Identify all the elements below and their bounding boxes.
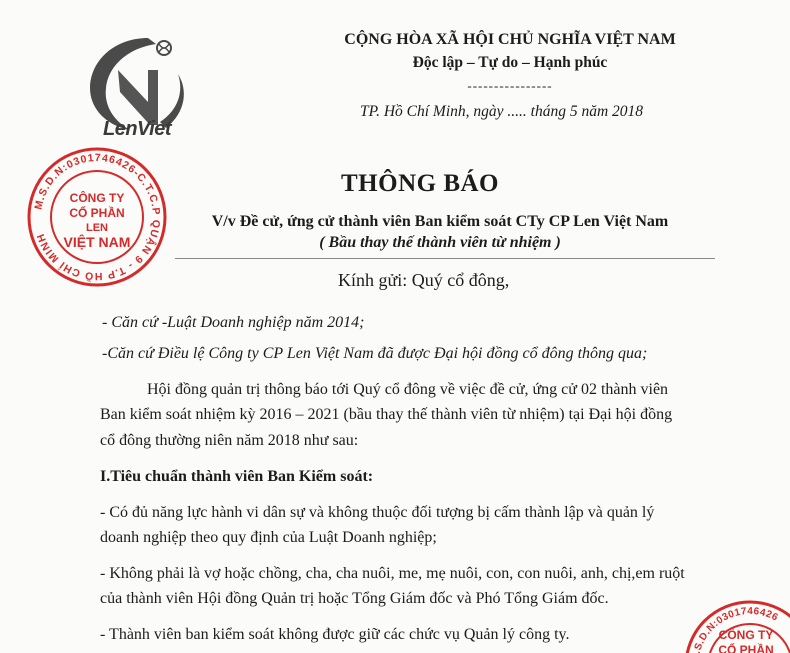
- company-seal-stamp: [22, 142, 172, 292]
- subject-divider: [175, 258, 715, 259]
- notice-title: THÔNG BÁO: [341, 170, 499, 197]
- stamp2-line-2: CỔ PHẦN: [718, 643, 774, 653]
- criteria-item: - Không phải là vợ hoặc chồng, cha, cha nuôi, me, mẹ nuôi, con, con nuôi, anh, chị,em ruột: [100, 565, 685, 582]
- subject-line-2: ( Bầu thay thế thành viên từ nhiệm ): [319, 234, 561, 251]
- paragraph-line: Hội đồng quản trị thông báo tới Quý cổ đông về việc đề cử, ứng cử 02 thành viên: [147, 381, 669, 398]
- basis-law: - Căn cứ -Luật Doanh nghiệp năm 2014;: [102, 314, 365, 331]
- stamp-line-3: LEN: [86, 222, 108, 234]
- motto-underline: ----------------: [467, 78, 553, 93]
- criteria-item: doanh nghiệp theo quy định của Luật Doanh nghiệp;: [100, 529, 437, 546]
- criteria-item: của thành viên Hội đồng Quản trị hoặc Tổng Giám đốc và Phó Tổng Giám đốc.: [100, 590, 609, 607]
- stamp2-line-1: CÔNG TY: [718, 628, 774, 642]
- stamp-line-4: VIỆT NAM: [63, 234, 131, 250]
- subject-line-1: V/v Đề cử, ứng cử thành viên Ban kiểm soát CTy CP Len Việt Nam: [211, 213, 669, 230]
- criteria-item: - Có đủ năng lực hành vi dân sự và không thuộc đối tượng bị cấm thành lập và quản lý: [100, 504, 655, 521]
- stamp2-ring-text: .S.D.N:0301746426: [691, 605, 780, 653]
- greeting: Kính gửi: Quý cổ đông,: [338, 270, 510, 290]
- stamp-line-2: CỔ PHẦN: [69, 206, 125, 220]
- stamp-ring-text: M.S.D.N:0301746426-C.T.C.P QUẬN 9 - T.P HỒ CHÍ MINH: [32, 151, 163, 283]
- stamp-line-1: CÔNG TY: [69, 191, 125, 205]
- logo-wordmark: LenViet: [103, 118, 171, 140]
- place-date: TP. Hồ Chí Minh, ngày ..... tháng 5 năm 2018: [360, 103, 644, 120]
- criteria-item: - Thành viên ban kiểm soát không được giữ các chức vụ Quản lý công ty.: [100, 626, 570, 643]
- basis-charter: -Căn cứ Điều lệ Công ty CP Len Việt Nam đã được Đại hội đồng cổ đông thông qua;: [102, 345, 648, 362]
- section-heading: I.Tiêu chuẩn thành viên Ban Kiểm soát:: [100, 468, 374, 485]
- national-motto: Độc lập – Tự do – Hạnh phúc: [412, 54, 608, 71]
- country-name: CỘNG HÒA XÃ HỘI CHỦ NGHĨA VIỆT NAM: [344, 31, 676, 48]
- paragraph-line: cổ đông thường niên năm 2018 như sau:: [100, 432, 359, 449]
- paragraph-line: Ban kiểm soát nhiệm kỳ 2016 – 2021 (bầu thay thế thành viên từ nhiệm) tại Đại hội đồng: [100, 406, 673, 423]
